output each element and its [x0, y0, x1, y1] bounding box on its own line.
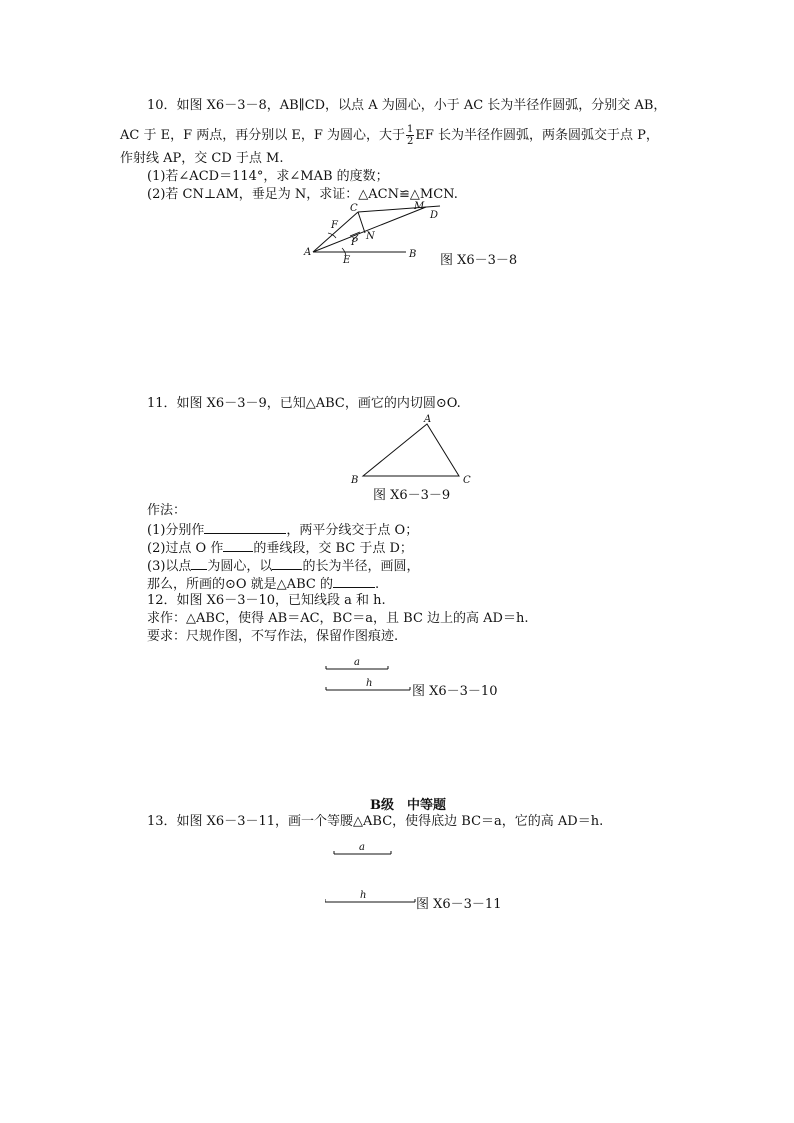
triangle-abc [363, 424, 459, 476]
q11-step2 [147, 538, 413, 558]
fraction-one-half [406, 124, 414, 147]
q11-triangle-figure [345, 410, 480, 490]
q12-line2: 求作：△ABC，使得 AB＝AC，BC＝a，且 BC 边上的高 AD＝h. [147, 611, 529, 626]
q11-step2a: (2)过点 O 作 [147, 541, 224, 556]
q11-line1: 11．如图 X6－3－9，已知△ABC，画它的内切圆⊙O. [147, 396, 461, 411]
label-e: E [343, 255, 351, 266]
segment-cd [358, 206, 440, 212]
q11-method-title: 作法： [147, 503, 187, 518]
label-c: C [463, 475, 471, 486]
section-b-title: B级 中等题 [370, 798, 446, 813]
fraction-numerator: 1 [407, 124, 414, 135]
q12-line3: 要求：尺规作图，不写作法，保留作图痕迹. [147, 629, 399, 644]
blank-answer[interactable] [204, 520, 286, 534]
q10-figure [300, 200, 450, 270]
label-n: N [366, 231, 375, 242]
q11-step2b: 的垂线段，交 BC 于点 D； [253, 541, 413, 556]
q13-segments-figure [325, 838, 425, 908]
blank-answer[interactable] [333, 574, 375, 588]
q11-step4 [147, 574, 379, 594]
q10-figure-caption: 图 X6－3－8 [440, 253, 518, 268]
blank-answer[interactable] [223, 538, 253, 552]
blank-answer[interactable] [272, 556, 302, 570]
q11-step1b: ，两平分线交于点 O； [286, 523, 419, 538]
q10-sub2: (2)若 CN⊥AM，垂足为 N，求证：△ACN≌△MCN. [147, 187, 458, 202]
label-segment-h: h [360, 890, 367, 901]
q12-line1: 12．如图 X6－3－10，已知线段 a 和 h. [147, 593, 386, 608]
q13-line1: 13．如图 X6－3－11，画一个等腰△ABC，使得底边 BC＝a，它的高 AD＝h. [147, 814, 604, 829]
q10-line2a: AC 于 E，F 两点，再分别以 E，F 为圆心，大于 [120, 128, 406, 143]
q12-figure-caption: 图 X6－3－10 [412, 684, 498, 699]
label-d: D [430, 210, 439, 221]
label-c: C [350, 203, 358, 214]
q11-step3c: 的长为半径，画圆， [302, 559, 420, 574]
q11-figure-caption: 图 X6－3－9 [373, 488, 451, 503]
q11-step1 [147, 520, 418, 540]
q11-step3b: 为圆心，以 [207, 559, 273, 574]
q12-segments-figure [320, 655, 420, 695]
q10-sub1: (1)若∠ACD＝114°，求∠MAB 的度数； [147, 169, 389, 184]
q11-step3a: (3)以点 [147, 559, 192, 574]
q11-step4a: 那么，所画的⊙O 就是△ABC 的 [147, 577, 333, 592]
q11-step4b: . [374, 577, 380, 592]
fraction-denominator: 2 [407, 136, 414, 147]
label-b: B [409, 249, 417, 260]
q11-step1a: (1)分别作 [147, 523, 205, 538]
q13-figure-caption: 图 X6－3－11 [416, 897, 502, 912]
label-a: A [304, 247, 312, 258]
q10-line3: 作射线 AP，交 CD 于点 M. [120, 151, 284, 166]
q11-step3 [147, 556, 419, 576]
label-segment-a: a [359, 842, 365, 853]
q10-line1: 10．如图 X6－3－8，AB∥CD，以点 A 为圆心，小于 AC 长为半径作圆弧，分别交 AB， [147, 98, 667, 113]
q10-line2b: EF 长为半径作圆弧，两条圆弧交于点 P， [415, 128, 659, 143]
label-m: M [414, 201, 425, 212]
label-f: F [331, 220, 338, 231]
segment-cn [358, 212, 365, 233]
q10-line2 [120, 124, 659, 147]
blank-answer[interactable] [191, 556, 207, 570]
ray-ap [313, 207, 426, 252]
label-a: A [424, 414, 432, 425]
label-segment-a: a [354, 657, 360, 668]
label-segment-h: h [366, 678, 373, 689]
label-b: B [351, 475, 359, 486]
label-p: P [351, 237, 358, 248]
